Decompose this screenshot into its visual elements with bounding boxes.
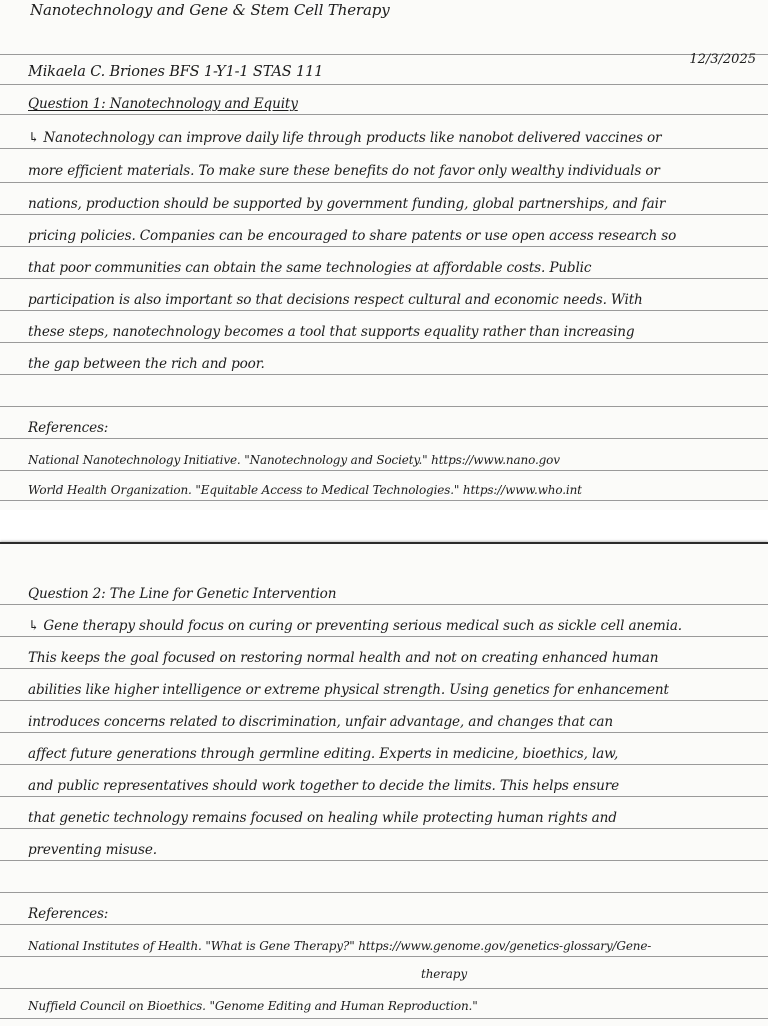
notebook-page-1: [0, 0, 768, 510]
answer-1-line: the gap between the rich and poor.: [28, 356, 265, 372]
notebook-page-2: [0, 542, 768, 1026]
references-1-heading: References:: [28, 420, 109, 436]
answer-2-line: ↳ Gene therapy should focus on curing or preventing serious medical such as sickle cell anemia.: [28, 618, 682, 634]
answer-2-line: that genetic technology remains focused on healing while protecting human rights and: [28, 810, 617, 826]
answer-2-line: affect future generations through germline editing. Experts in medicine, bioethics, law,: [28, 746, 619, 762]
references-2-heading: References:: [28, 906, 109, 922]
answer-2-line: introduces concerns related to discrimination, unfair advantage, and changes that can: [28, 714, 613, 730]
date-label: 12/3/2025: [689, 52, 756, 67]
answer-2-line: preventing misuse.: [28, 842, 157, 858]
answer-1-line: that poor communities can obtain the same technologies at affordable costs. Public: [28, 260, 592, 276]
student-info: Mikaela C. Briones BFS 1-Y1-1 STAS 111: [28, 64, 324, 80]
answer-1-line: these steps, nanotechnology becomes a tool that supports equality rather than increasing: [28, 324, 635, 340]
answer-2-line: abilities like higher intelligence or extreme physical strength. Using genetics for enhancement: [28, 682, 669, 698]
reference-1-item: National Nanotechnology Initiative. "Nanotechnology and Society." https://www.nano.gov: [28, 453, 560, 467]
reference-2-item: Nuffield Council on Bioethics. "Genome Editing and Human Reproduction.": [28, 999, 478, 1013]
answer-1-line: pricing policies. Companies can be encouraged to share patents or use open access research so: [28, 228, 677, 244]
reference-2-item-continued: therapy: [421, 967, 467, 981]
reference-2-item: National Institutes of Health. "What is Gene Therapy?" https://www.genome.gov/genetics-glossary/Gene-: [28, 939, 652, 953]
page-gap: [0, 510, 768, 542]
question-2-heading: Question 2: The Line for Genetic Intervention: [28, 586, 337, 602]
question-1-heading: Question 1: Nanotechnology and Equity: [28, 96, 298, 112]
answer-2-line: This keeps the goal focused on restoring normal health and not on creating enhanced human: [28, 650, 659, 666]
reference-1-item: World Health Organization. "Equitable Access to Medical Technologies." https://www.who.int: [28, 483, 582, 497]
page-title: Nanotechnology and Gene & Stem Cell Therapy: [30, 1, 390, 19]
answer-2-line: and public representatives should work together to decide the limits. This helps ensure: [28, 778, 620, 794]
answer-1-line: participation is also important so that decisions respect cultural and economic needs. With: [28, 292, 643, 308]
answer-1-line: ↳ Nanotechnology can improve daily life through products like nanobot delivered vaccines or: [28, 130, 662, 146]
answer-1-line: more efficient materials. To make sure these benefits do not favor only wealthy individuals or: [28, 163, 660, 179]
answer-1-line: nations, production should be supported by government funding, global partnerships, and fair: [28, 196, 666, 212]
